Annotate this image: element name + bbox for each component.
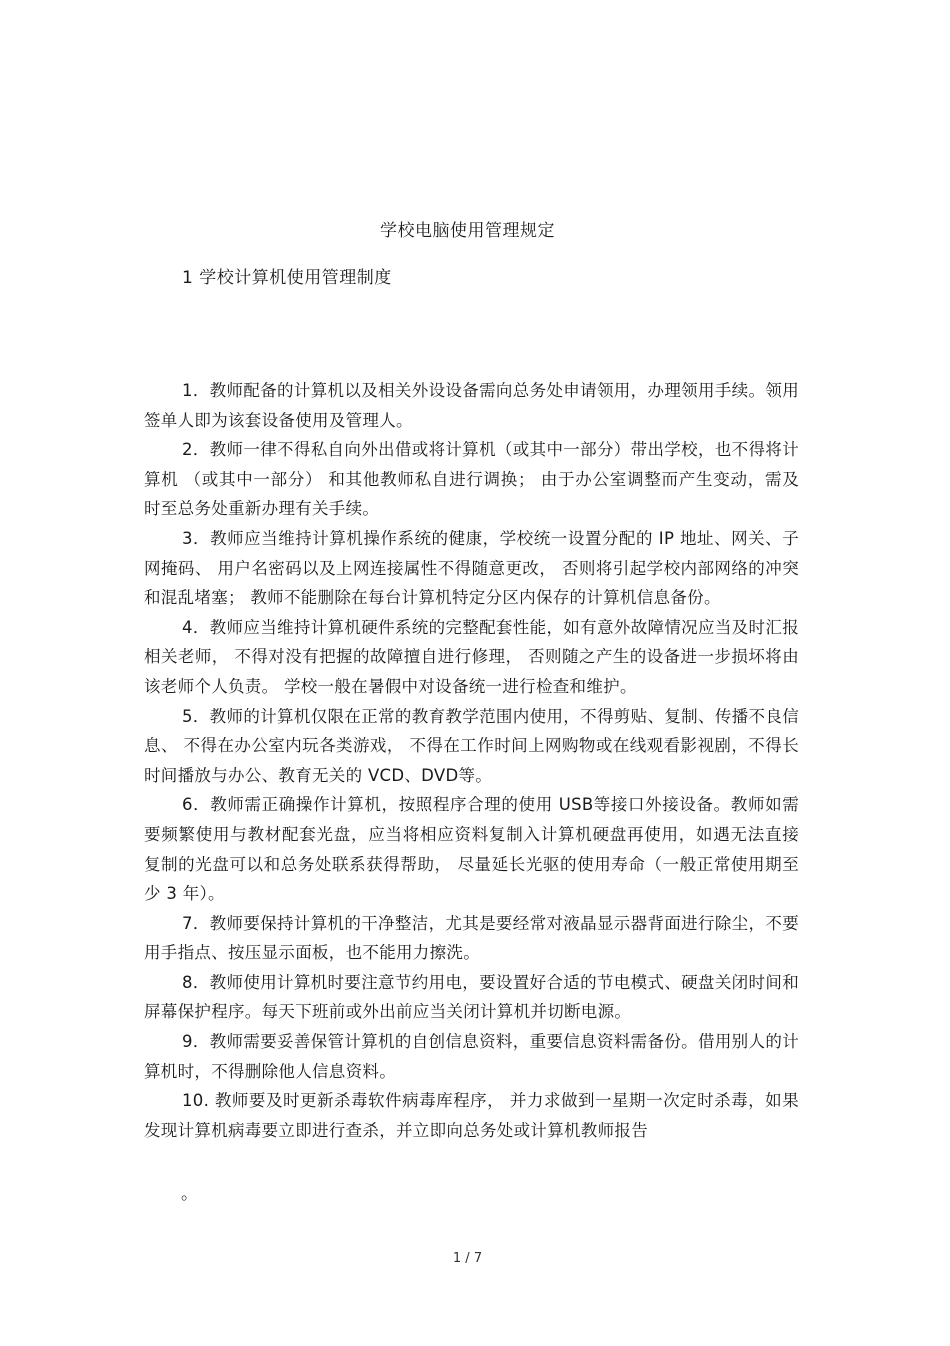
section-heading: 1 学校计算机使用管理制度 [182,268,392,288]
rule-paragraph-10: 10. 教师要及时更新杀毒软件病毒库程序， 并力求做到一星期一次定时杀毒，如果发现计算机病毒要立即进行查杀，并立即向总务处或计算机教师报告 [144,1091,799,1140]
document-body [144,376,799,1145]
trailing-period: 。 [181,1184,198,1204]
document-title: 学校电脑使用管理规定 [380,221,555,241]
rule-paragraph-5: 5．教师的计算机仅限在正常的教育教学范围内使用，不得剪贴、复制、传播不良信息、 不得在办公室内玩各类游戏， 不得在工作时间上网购物或在线观看影视剧，不得长时间播放与办公、教育无关的 VCD、DVD等。 [144,706,799,785]
rule-paragraph-1: 1．教师配备的计算机以及相关外设设备需向总务处申请领用，办理领用手续。领用签单人即为该套设备使用及管理人。 [144,381,799,430]
rule-paragraph-6: 6．教师需正确操作计算机，按照程序合理的使用 USB等接口外接设备。教师如需要频繁使用与教材配套光盘，应当将相应资料复制入计算机硬盘再使用，如遇无法直接复制的光盘可以和总务处联系获得帮助， 尽量延长光驱的使用寿命（一般正常使用期至少 3 年）。 [144,795,799,904]
page-number: 1 / 7 [452,1251,483,1266]
rule-paragraph-9: 9．教师需要妥善保管计算机的自创信息资料，重要信息资料需备份。借用别人的计算机时，不得删除他人信息资料。 [144,1032,799,1081]
rule-paragraph-7: 7．教师要保持计算机的干净整洁，尤其是要经常对液晶显示器背面进行除尘，不要用手指点、按压显示面板，也不能用力擦洗。 [144,913,799,963]
rule-paragraph-3: 3．教师应当维持计算机操作系统的健康，学校统一设置分配的 IP 地址、网关、子网掩码、 用户名密码以及上网连接属性不得随意更改， 否则将引起学校内部网络的冲突和混乱堵塞； 教师不能删除在每台计算机特定分区内保存的计算机信息备份。 [144,528,799,608]
rule-paragraph-4: 4．教师应当维持计算机硬件系统的完整配套性能，如有意外故障情况应当及时汇报相关老师， 不得对没有把握的故障擅自进行修理， 否则随之产生的设备进一步损坏将由该老师个人负责。 学校一般在暑假中对设备统一进行检查和维护。 [144,617,799,696]
rule-paragraph-2: 2．教师一律不得私自向外出借或将计算机（或其中一部分）带出学校，也不得将计算机 （或其中一部分） 和其他教师私自进行调换； 由于办公室调整而产生变动，需及时至总务处重新办理有关手续。 [144,440,799,519]
rule-paragraph-8: 8．教师使用计算机时要注意节约用电，要设置好合适的节电模式、硬盘关闭时间和屏幕保护程序。每天下班前或外出前应当关闭计算机并切断电源。 [144,972,799,1022]
